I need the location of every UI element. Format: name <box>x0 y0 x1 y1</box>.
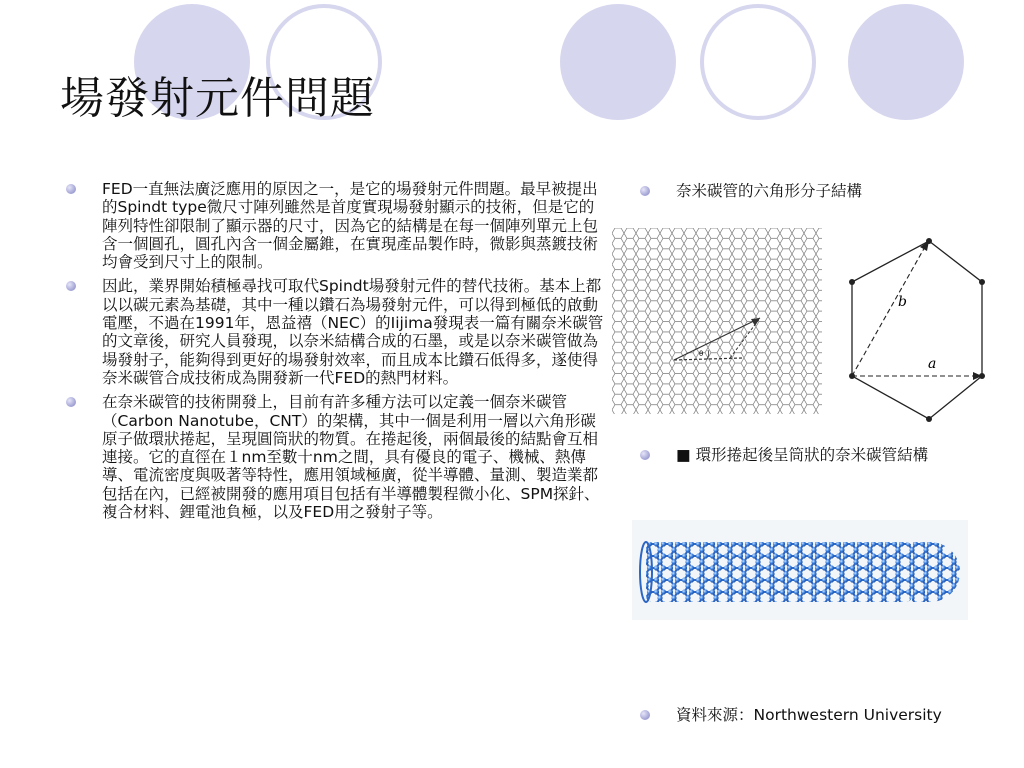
bullet-text: 在奈米碳管的技術開發上，目前有許多種方法可以定義一個奈米碳管（Carbon Nanotube，CNT）的架構，其中一個是利用一層以六角形碳原子做環狀捲起，呈現圓筒狀的物質。在捲起後，兩個最後的結點會互相連接。它的直徑在１nm至數十nm之間，具有優良的電子、機械、熱傳導、電流密度與吸著等特性，應用領域極廣，從半導體、量測、製造業都包括在內，已經被開發的應用項目包括有半導體製程微小化、SPM探針、複合材料、鋰電池負極，以及FED用之發射子等。 <box>102 393 600 522</box>
tube-caption: ■ 環形捲起後呈筒狀的奈米碳管結構 <box>676 446 929 464</box>
decor-circle-4 <box>700 4 816 120</box>
source-item <box>636 706 966 724</box>
vector-b-label: b <box>898 294 907 310</box>
decor-circle-5 <box>848 4 964 120</box>
decor-circle-3 <box>560 4 676 120</box>
bullet-item <box>66 277 606 387</box>
bullet-text: 因此，業界開始積極尋找可取代Spindt場發射元件的替代技術。基本上都以以碳元素為基礎，其中一種以鑽石為場發射元件，可以得到極低的啟動電壓，不過在1991年，恩益禧（NEC）的Iijima發現表一篇有關奈米碳管的文章後，研究人員發現，以奈米結構合成的石墨，或是以奈米碳管做為場發射子，能夠得到更好的場發射效率，而且成本比鑽石低得多，遂使得奈米碳管合成技術成為開發新一代FED的熱門材料。 <box>102 277 604 387</box>
bullet-icon <box>640 186 650 196</box>
bullet-text: FED一直無法廣泛應用的原因之一，是它的場發射元件問題。最早被提出的Spindt type微尺寸陣列雖然是首度實現場發射顯示的技術，但是它的陣列特性卻限制了顯示器的尺寸，因為它的結構是在每一個陣列單元上包含一個圓孔，圓孔內含一個金屬錐，在實現產品製作時，微影與蒸鍍技術均會受到尺寸上的限制。 <box>102 180 599 272</box>
hex-caption: 奈米碳管的六角形分子結構 <box>676 182 863 200</box>
bullet-icon <box>640 450 650 460</box>
bullet-icon <box>66 281 76 291</box>
hex-caption-item <box>636 182 976 200</box>
bullet-item <box>66 180 606 271</box>
bullet-item <box>66 393 606 521</box>
vector-a-label: a <box>928 356 937 372</box>
theta-label: θ <box>699 350 704 358</box>
left-bullet-list <box>66 180 606 527</box>
bullet-icon <box>640 710 650 720</box>
nanotube-image <box>632 520 968 620</box>
source-text: 資料來源：Northwestern University <box>676 706 942 724</box>
hexagon-vector-diagram <box>842 232 1022 448</box>
graphene-lattice-image <box>612 228 822 414</box>
tube-caption-item <box>636 446 966 464</box>
bullet-icon <box>66 184 76 194</box>
slide-title: 場發射元件問題 <box>60 73 375 124</box>
bullet-icon <box>66 397 76 407</box>
